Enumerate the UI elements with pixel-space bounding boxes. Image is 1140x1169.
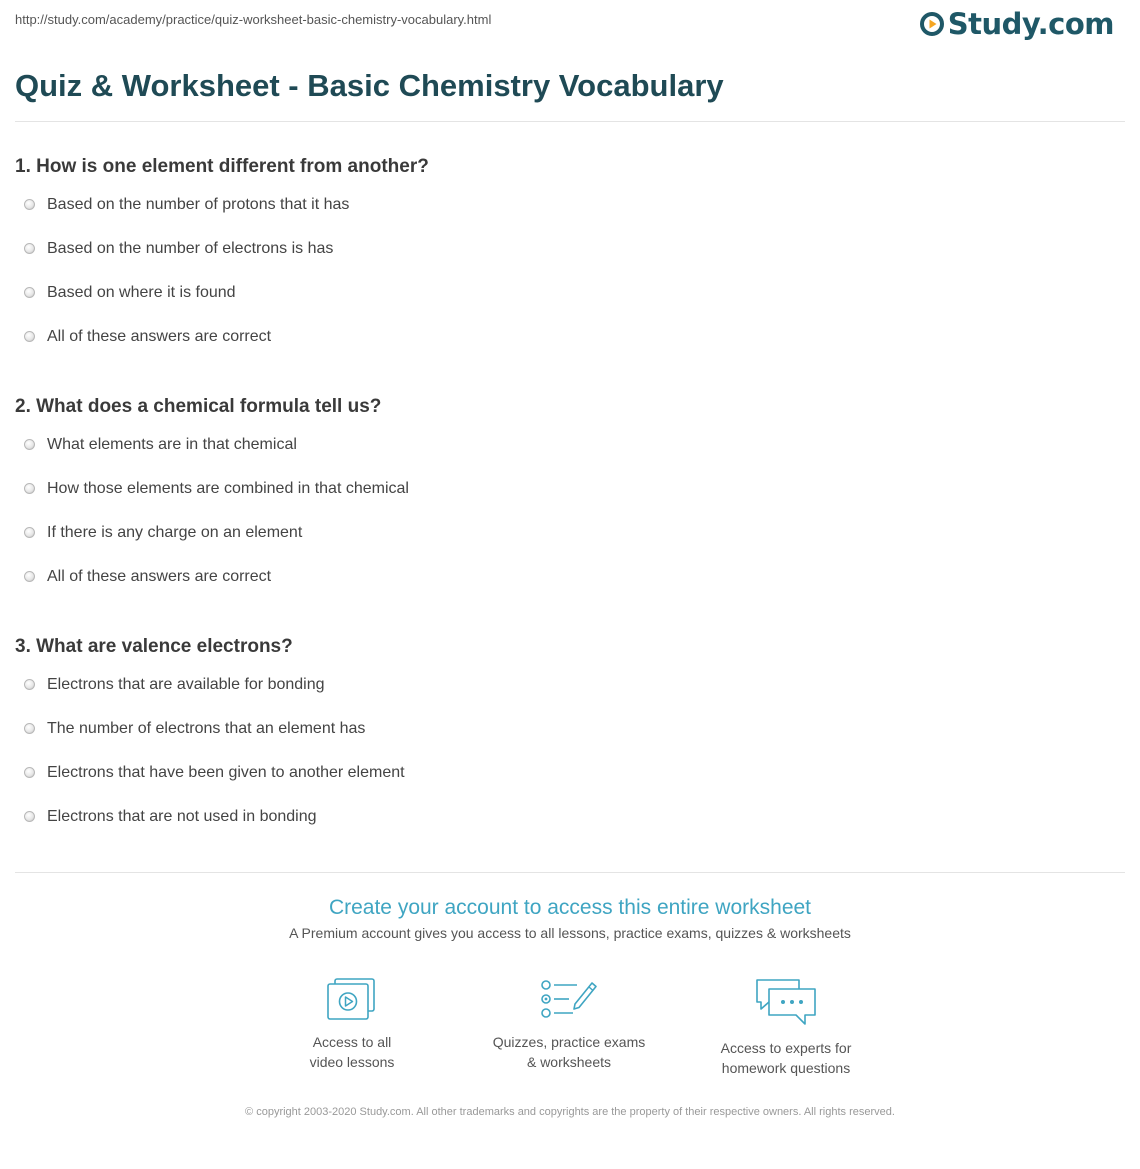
answer-label: How those elements are combined in that chemical <box>47 480 409 497</box>
answer-option[interactable] <box>15 763 1115 807</box>
play-circle-icon <box>920 12 944 36</box>
top-bar <box>0 0 1140 40</box>
answer-option[interactable] <box>15 479 1115 523</box>
answer-option[interactable] <box>15 239 1115 283</box>
radio-button[interactable] <box>24 679 35 690</box>
chat-bubbles-icon <box>753 976 819 1028</box>
feature-quizzes <box>469 976 669 1072</box>
answer-option[interactable] <box>15 567 1115 611</box>
logo-text: Study.com <box>947 7 1114 41</box>
answer-list <box>15 675 1115 851</box>
cta-link[interactable]: Create your account to access this entire worksheet <box>328 896 812 919</box>
answer-list <box>15 195 1115 371</box>
question-title: 2. What does a chemical formula tell us? <box>15 396 382 417</box>
answer-label: All of these answers are correct <box>47 568 272 585</box>
answer-label: Electrons that have been given to another element <box>47 764 405 781</box>
radio-button[interactable] <box>24 287 35 298</box>
answer-label: Based on the number of protons that it has <box>47 196 350 213</box>
radio-button[interactable] <box>24 723 35 734</box>
radio-button[interactable] <box>24 199 35 210</box>
question-title: 1. How is one element different from another? <box>15 156 429 177</box>
radio-button[interactable] <box>24 483 35 494</box>
page-url[interactable]: http://study.com/academy/practice/quiz-worksheet-basic-chemistry-vocabulary.html <box>15 12 492 27</box>
question-1 <box>15 153 1115 371</box>
answer-option[interactable] <box>15 719 1115 763</box>
question-title: 3. What are valence electrons? <box>15 636 293 657</box>
feature-video-lessons <box>252 976 452 1072</box>
answer-label: All of these answers are correct <box>47 328 272 345</box>
premium-features <box>0 976 1140 1086</box>
answer-list <box>15 435 1115 611</box>
radio-button[interactable] <box>24 331 35 342</box>
answer-option[interactable] <box>15 675 1115 719</box>
radio-button[interactable] <box>24 811 35 822</box>
signup-cta <box>0 893 1140 943</box>
video-lessons-icon <box>324 976 380 1022</box>
answer-option[interactable] <box>15 283 1115 327</box>
answer-option[interactable] <box>15 807 1115 851</box>
answer-label: If there is any charge on an element <box>47 524 303 541</box>
answer-option[interactable] <box>15 523 1115 567</box>
radio-button[interactable] <box>24 439 35 450</box>
answer-label: What elements are in that chemical <box>47 436 297 453</box>
answer-label: The number of electrons that an element has <box>47 720 366 737</box>
cta-subtitle: A Premium account gives you access to all lessons, practice exams, quizzes & worksheets <box>289 925 851 941</box>
page-title: Quiz & Worksheet - Basic Chemistry Vocabulary <box>15 68 724 103</box>
divider <box>15 121 1125 122</box>
answer-label: Based on where it is found <box>47 284 236 301</box>
radio-button[interactable] <box>24 571 35 582</box>
copyright-notice: © copyright 2003-2020 Study.com. All other trademarks and copyrights are the property of their respective owners. All rights reserved. <box>245 1106 895 1118</box>
answer-option[interactable] <box>15 435 1115 479</box>
feature-label: Quizzes, practice exams & worksheets <box>492 1034 646 1070</box>
radio-button[interactable] <box>24 767 35 778</box>
radio-button[interactable] <box>24 527 35 538</box>
question-3 <box>15 633 1115 851</box>
radio-button[interactable] <box>24 243 35 254</box>
answer-option[interactable] <box>15 327 1115 371</box>
feature-label: Access to experts for homework questions <box>720 1040 852 1076</box>
answer-label: Based on the number of electrons is has <box>47 240 334 257</box>
quiz-checklist-icon <box>539 976 599 1022</box>
answer-option[interactable] <box>15 195 1115 239</box>
feature-experts <box>686 976 886 1078</box>
divider <box>15 872 1125 873</box>
question-2 <box>15 393 1115 611</box>
feature-label: Access to all video lessons <box>309 1034 395 1070</box>
study-logo[interactable] <box>920 8 1114 40</box>
answer-label: Electrons that are available for bonding <box>47 676 325 693</box>
answer-label: Electrons that are not used in bonding <box>47 808 317 825</box>
